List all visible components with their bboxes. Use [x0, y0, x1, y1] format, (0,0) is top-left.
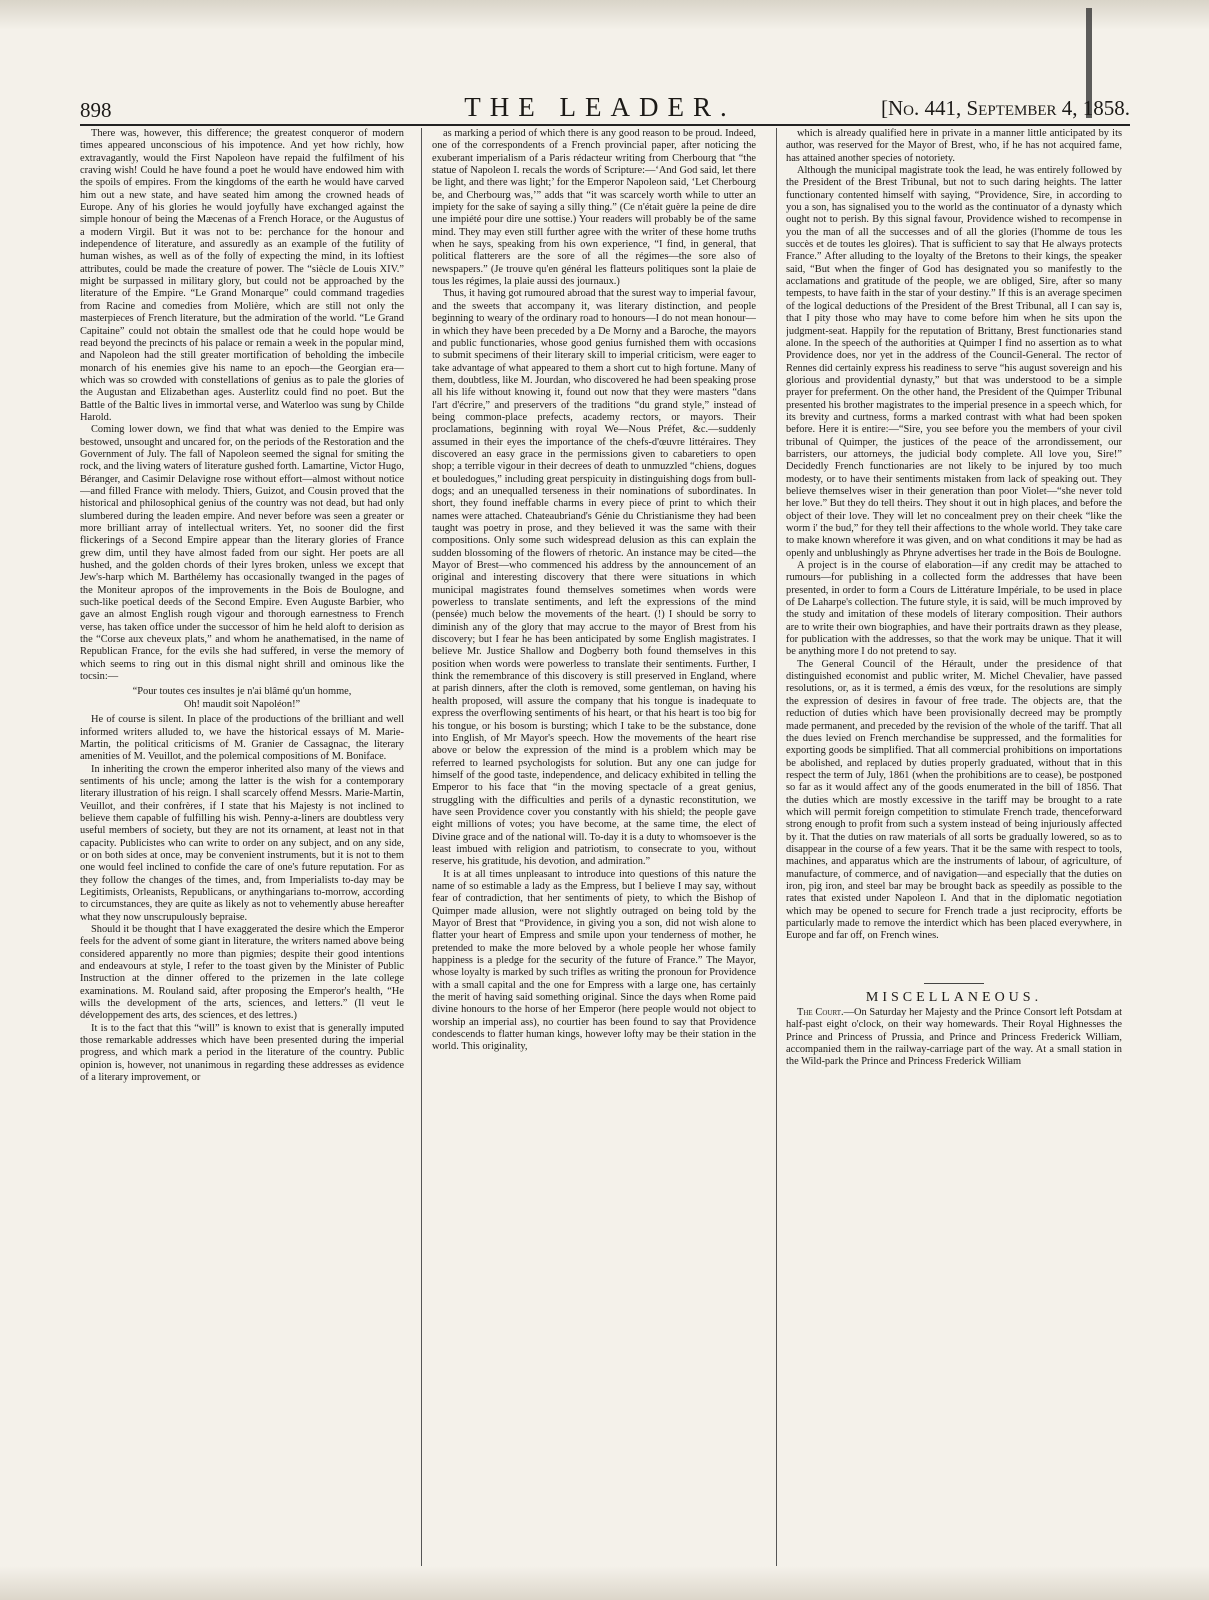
paragraph: He of course is silent. In place of the productions of the brilliant and well informed writers alluded to, we have the historical essays of M. Marie-Martin, the political criticisms of M. Granier de Cassagnac, the literary amenities of M. Veuillot, and the polemical compositions of M. Boniface. — [80, 714, 404, 763]
column-1 — [80, 128, 404, 1568]
masthead-title: THE LEADER. — [464, 92, 736, 122]
verse-quotation — [80, 686, 404, 711]
misc-paragraph — [786, 1007, 1122, 1069]
column-3 — [786, 128, 1122, 1568]
quote-line: “Pour toutes ces insultes je n'ai blâmé qu'un homme, — [132, 686, 352, 698]
misc-text: —On Saturday her Majesty and the Prince Consort left Potsdam at half-past eight o'clock, on their way homewards. Their Royal Highnesses the Prince and Princess of Prussia, and Prince and Princess Frederick William, accompanied them in the railway-carriage part of the way. At a small station in the Wild-park the Prince and Princess Frederick William — [786, 1007, 1122, 1068]
paragraph: In inheriting the crown the emperor inherited also many of the views and sentiments of his uncle; among the latter is the wish for a contemporary literary illustration of his reign. I shall scarcely offend Messrs. Marie-Martin, Veuillot, and their confrères, if I state that his Majesty is not inclined to believe them capable of fulfilling his wish. Penny-a-liners are doubtless very useful members of society, but they are not its ornament, at least not in that capacity. Publicistes who can write to order on any subject, and on any side, or on both sides at once, may be convenient instruments, but it is not to them one would feel inclined to confide the care of one's future reputation. For as they follow the changes of the times, and, from Imperialists to-day may be Legitimists, Orleanists, Republicans, or anythingarians to-morrow, according to circumstances, they are quite as likely as not to vehemently abuse hereafter what they now unscrupulously bepraise. — [80, 763, 404, 923]
column-2 — [432, 128, 756, 1568]
column-rule-2 — [776, 128, 777, 1568]
quote-line: Oh! maudit soit Napoléon!” — [183, 698, 301, 710]
paragraph: The General Council of the Hérault, under the presidence of that distinguished economist and public writer, M. Michel Chevalier, have passed resolutions, or, as it is termed, a émis des vœux, for the resolutions are simply the expression of desires in favour of free trade. The objects are, that the reduction of duties which have been provisionally decreed may be promptly made permanent, and preceded by the revision of the whole of the tariff. That all the dues levied on French merchandise be suppressed, and the formalities for exporting goods be simplified. That all commercial prohibitions on importations be abolished, and replaced by duties properly graduated, without that in this respect the term of July, 1861 (when the prohibitions are to cease), be postponed so far as it would affect any of the goods enumerated in the bill of 1856. That the duties which are mostly excessive in the tariff may be brought to a rate which will permit foreign competition to stimulate French trade, thenceforward strong enough to profit from such a system instead of being injuriously affected by it. That the duties on raw materials of all sorts be gradually lowered, so as to disappear in the course of a few years. That it be the same with respect to tools, machines, and apparatus which are the instruments of labour, of agriculture, of manufacture, of commerce, and of navigation—and especially that the duties on iron, pig iron, and steel bar may be brought back as speedily as possible to the rates that existed under Napoleon I. And that in the diplomatic negotiation which may be opened to secure for French trade a just reciprocity, efforts be particularly made to remove the interdict which has been placed everywhere, in Europe and far off, on French wines. — [786, 658, 1122, 942]
paragraph: Coming lower down, we find that what was denied to the Empire was bestowed, unsought and uncared for, on the periods of the Restoration and the Government of July. The fall of Napoleon seemed the signal for smiting the rock, and the living waters of literature gushed forth. Lamartine, Victor Hugo, Béranger, and Casimir Delavigne rose without effort—almost without notice—and filled France with melody. Thiers, Guizot, and Cousin proved that the historical and philosophical genius of the country was not dead, but had only slumbered during the leaden empire. And never before was seen a greater or more brilliant array of intellectual writers. Yet, no sooner did the first flickerings of a Second Empire appear than the literary glories of France grew dim, until they have almost faded from our sight. Her poets are all hushed, and the golden chords of their lyres broken, unless we except that Jew's-harp which M. Barthélemy has occasionally twanged in the pages of the Moniteur apropos of the improvements in the Bois de Boulogne, and such-like poetical deeds of the Second Empire. Even Auguste Barbier, who gave an almost English rough vigour and thorough earnestness to French verse, has taken office under the successor of him he held aloft to derision as the “Corse aux cheveux plats,” and whom he anathematised, in the name of Republican France, for the evils she had suffered, in verse the memory of which seems to ring out in this dismal night shrill and ominous like the tocsin:— — [80, 424, 404, 683]
paragraph: Should it be thought that I have exaggerated the desire which the Emperor feels for the advent of some giant in literature, the writers named above being considered apparently no more than pigmies; despite their good intentions and endeavours at style, I refer to the toast given by the Minister of Public Instruction at the dinner offered to the prizemen in the late college examinations. M. Rouland said, after proposing the Emperor's health, “He wills the development of the arts, sciences, and letters.” (Il veut le développement des arts, des sciences, et des lettres.) — [80, 924, 404, 1022]
paragraph: Thus, it having got rumoured abroad that the surest way to imperial favour, and the sweets that accompany it, was literary distinction, and people beginning to weary of the ordinary road to honours—I do not mean honour—in which they have been preceded by a De Morny and a Baroche, the mayors and public functionaries, whose good genius furnished them with occasions to submit specimens of their literary skill to imperial criticism, were eager to take advantage of what appeared to them a short cut to high fortune. Many of them, doubtless, like M. Jourdan, who discovered he had been speaking prose all his life without knowing it, found out now that they were masters “dans l'art d'écrire,” and preservers of the traditions “du grand style,” instead of being common-place prefects, academy rectors, or mayors. Their proclamations, beginning with royal We—Nous Préfet, &c.—suddenly assumed in their eyes the importance of the chefs-d'œuvre littéraires. They discovered an easy grace in the permissions given to cabaretiers to open shop; a terrible vigour in their decrees of death to unmuzzled “chiens, dogues et bouledogues,” including great perspicuity in distinguishing dogs from bull-dogs; and an unequalled terseness in their nominations of subordinates. In short, they found ineffable charms in every piece of print to which their names were attached. Chateaubriand's Génie du Christianisme they had been taught was poetry in prose, and they believed it was the same with their compositions. Only some such widespread delusion as this can explain the sudden blossoming of the flowers of rhetoric. An instance may be cited—the Mayor of Brest—who commenced his address by the announcement of an original and interesting discovery that there were situations in which municipal magistrates found themselves sometimes when words were powerless to translate sentiments, and left the expressions of the mind (pensée) much below the movements of the heart. (!) I should be sorry to diminish any of the glory that may accrue to the mayor of Brest from his discovery; but I fear he has been anticipated by some English magistrates. I believe Mr. Justice Shallow and Dogberry both found themselves in this position when words were powerless to translate their sentiments. Further, I think the remembrance of this discovery is still preserved in England, where at parish dinners, after the cloth is removed, some gentleman, on having his health proposed, will assure the company that his tongue is inadequate to express the overflowing sentiments of his heart, or that his heart is too big for his tongue, or his bosom is bursting; which I take to be the substance, done into English, of Mr Mayor's speech. How the movements of the heart rise above or below the expression of the mind is a problem which may be referred to learned psychologists for solution. But any one can judge for himself of the good taste, independence, and delicacy exhibited in telling the Emperor to his face that “in the moving spectacle of a great genius, struggling with the difficulties and perils of a dynastic reconstitution, we have seen Providence cover you constantly with his shield; the people gave eight millions of votes; you have become, at the same time, the elect of Divine grace and of the national will. To-day it is a duty to whomsoever is the least imbued with religion and patriotism, to consecrate to you, without reserve, his gratitude, his devotion, and admiration.” — [432, 288, 756, 868]
paper-bottom-edge — [0, 1566, 1209, 1600]
runin-head: The Court. — [797, 1007, 844, 1019]
running-header — [80, 92, 1130, 126]
page-number: 898 — [80, 98, 112, 122]
paragraph: Although the municipal magistrate took the lead, he was entirely followed by the President of the Brest Tribunal, but not to such daring heights. The latter functionary contented himself with saying, “Providence, Sire, in according to you a son, has signalised you to the world as the continuator of a dynasty which ought not to perish. By this signal favour, Providence wished to recompense in you the man of all the successes and of all the glories (l'homme de tous les succès et de toutes les gloires). That is sufficient to say that He always protects France.” After alluding to the loyalty of the Bretons to their kings, the speaker said, “But when the finger of God has designated you so manifestly to the acclamations and gratitude of the people, we are obliged, Sire, after so many tempests, to have faith in the star of your destiny.” If this is an average specimen of the logical deductions of the President of the Brest Tribunal, all I can say is, that I pity those who may have to come before him when he sits upon the judgment-seat. Happily for the reputation of Brittany, Brest functionaries stand alone. In the speech of the authorities at Quimper I find no assertion as to what Providence does, nor yet in the address of the Council-General. The rector of Rennes did certainly express his readiness to serve “his august sovereign and his glorious and providential dynasty,” but that was understood to be a simple prayer for preferment. On the other hand, the President of the Quimper Tribunal presented his brother magistrates to the imperial presence in a speech which, for its brevity and curtness, forms a marked contrast with what had been spoken before. Here it is entire:—“Sire, you see before you the members of your civil tribunal of Quimper, the justices of the peace of the arrondissement, our barristers, our attorneys, the judicial body complete. All love you, Sire!” Decidedly French functionaries are not likely to be injured by too much modesty, or to have their sentiments mistaken from lack of speaking out. They believe themselves wiser in their generation than poor Violet—“she never told her love.” But they do tell theirs. They shout it out in high places, and before the object of their love. They will let no concealment prey on their cheek “like the worm i' the bud,” for they tell their affections to the whole world. They take care to make known wherefore it was given, and on what conditions it may be had as openly and unblushingly as Phryne advertises her trade in the Bois de Boulogne. — [786, 165, 1122, 559]
paragraph: It is at all times unpleasant to introduce into questions of this nature the name of so estimable a lady as the Empress, but I believe I may say, without fear of contradiction, that her sentiments of piety, to which the Bishop of Quimper made allusion, were not slightly outraged on being told by the Mayor of Brest that “Providence, in giving you a son, did not wish alone to flatter your heart of Empress and smile upon your tenderness of mother, he pretended to make the more beloved by a whole people her whose family happiness is a pledge for the security of the future of France.” The Mayor, whose loyalty is marked by such trifles as writing the pronoun for Providence with a small capital and the one for Empress with a large one, has certainly the merit of having said something original. Since the days when Rome paid divine honours to the horse of her Emperor (here people would not object to worship an imperial ass), no courtier has been found to say that Providence condescends to flatter human kings, however lofty may be their station in the world. This originality, — [432, 868, 756, 1053]
paragraph: There was, however, this difference; the greatest conqueror of modern times appeared unconscious of his impotence. And yet how richly, how extravagantly, would the First Napoleon have repaid the fulfilment of his craving wish! Could he have found a poet he would have endowed him with the spoils of empires. From the kingdoms of the earth he would have carved him out a new state, and have seated him among the crowned heads of Europe. Any of his glories he would joyfully have exchanged against the simple honour of being the Mæcenas of a French Horace, or the Augustus of a modern Virgil. But it was not to be: perchance for the honour and independence of literature, and assuredly as an example of the futility of human wishes, as well as of the folly of expecting the mind, in its loftiest attributes, could be made the creature of power. The “siècle de Louis XIV.” might be surpassed in military glory, but could not be approached by the literature of the Empire. “Le Grand Monarque” could command tragedies from Racine and comedies from Molière, which are still not only the masterpieces of French literature, but the admiration of the world. “Le Grand Capitaine” could not obtain the smallest ode that he could hope would be read beyond the precincts of his palace or remain a week in the popular mind, and Napoleon had the still greater mortification of beholding the imbecile monarch of his enemies give his name to an epoch—the Georgian era—which was so crowded with constellations of genius as to pale the glories of the Augustan and Elizabethan ages. Austerlitz could find no poet. But the Battle of the Baltic lives in immortal verse, and Waterloo was sung by Childe Harold. — [80, 128, 404, 423]
paragraph: as marking a period of which there is any good reason to be proud. Indeed, one of the correspondents of a French provincial paper, after noticing the exuberant imperialism of a Paris rédacteur writing from Cherbourg that “the statue of Napoleon I. recals the words of Scripture:—‘And God said, let there be light, and there was light;’ for the Emperor Napoleon said, ‘Let Cherbourg be, and Cherbourg was,’” adds that “it was scarcely worth while to utter an impiety for the sake of saying a silly thing.” (Ce n'était guère la peine de dire une impiété pour dire une sottise.) Your readers will probably be of the same mind. They may even still further agree with the writer of these home truths when he says, speaking from his own experience, “I find, in general, that political flatterers are the sore of all the régimes—the sore also of newspapers.” (Je trouve qu'en général les flatteurs politiques sont la plaie de tous les régimes, la plaie aussi des journaux.) — [432, 128, 756, 288]
column-rule-1 — [421, 128, 422, 1568]
paragraph: It is to the fact that this “will” is known to exist that is generally imputed those remarkable addresses which have been presented during the imperial progress, and which mark a period in the literature of the country. Public opinion is, however, not unanimous in regarding these addresses as evidence of a literary improvement, or — [80, 1022, 404, 1084]
paragraph: A project is in the course of elaboration—if any credit may be attached to rumours—for publishing in a collected form the addresses that have been presented, in order to form a Cours de Littérature Impériale, to be used in place of De Laharpe's collection. The future style, it is said, will be much improved by the study and imitation of these models of literary composition. Their authors are to write their own biographies, and have their portraits drawn as they please, for publication with the addresses, so that the work may be unique. That it will be anything more I do not pretend to say. — [786, 560, 1122, 658]
paragraph: which is already qualified here in private in a manner little anticipated by its author, was reserved for the Mayor of Brest, who, if he has not acquired fame, has attained another species of notoriety. — [786, 128, 1122, 164]
paper-top-edge — [0, 0, 1209, 30]
section-heading-miscellaneous: MISCELLANEOUS. — [786, 983, 1122, 1004]
issue-date: [No. 441, September 4, 1858. — [880, 96, 1130, 120]
